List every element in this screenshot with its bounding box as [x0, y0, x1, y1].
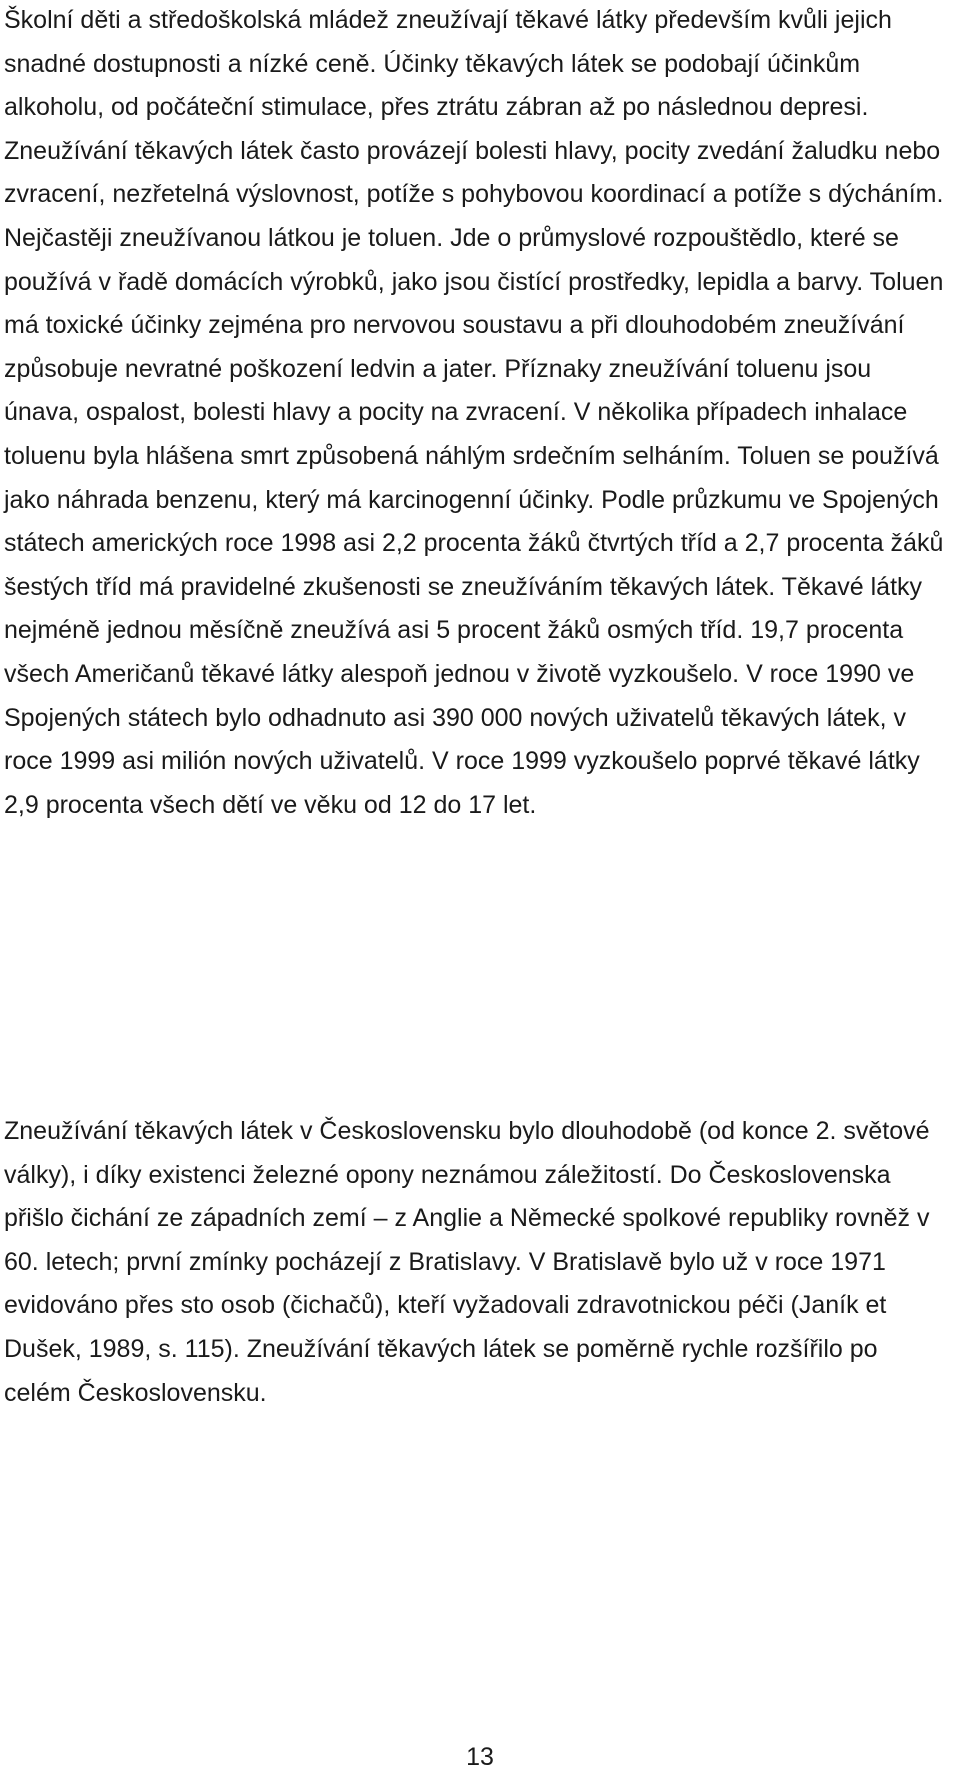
body-paragraph-1: Školní děti a středoškolská mládež zneužívají těkavé látky především kvůli jejich snadné dostupnosti a nízké ceně. Účinky těkavých látek se podobají účinkům alkoholu, od počáteční stimulace, přes ztrátu zábran až po následnou depresi. Zneužívání těkavých látek často provázejí bolesti hlavy, pocity zvedání žaludku nebo zvracení, nezřetelná výslovnost, potíže s pohybovou koordinací a potíže s dýcháním. Nejčastěji zneužívanou látkou je toluen. Jde o průmyslové rozpouštědlo, které se používá v řadě domácích výrobků, jako jsou čistící prostředky, lepidla a barvy. Toluen má toxické účinky zejména pro nervovou soustavu a při dlouhodobém zneužívání způsobuje nevratné poškození ledvin a jater. Příznaky zneužívání toluenu jsou únava, ospalost, bolesti hlavy a pocity na zvracení. V několika případech inhalace toluenu byla hlášena smrt způsobená náhlým srdečním selháním. Toluen se používá jako náhrada benzenu, který má karcinogenní účinky. Podle průzkumu ve Spojených státech amerických roce 1998 asi 2,2 procenta žáků čtvrtých tříd a 2,7 procenta žáků šestých tříd má pravidelné zkušenosti se zneužíváním těkavých látek. Těkavé látky nejméně jednou měsíčně zneužívá asi 5 procent žáků osmých tříd. 19,7 procenta všech Američanů těkavé látky alespoň jednou v životě vyzkoušelo. V roce 1990 ve Spojených státech bylo odhadnuto asi 390 000 nových uživatelů těkavých látek, v roce 1999 asi milión nových uživatelů. V roce 1999 vyzkoušelo poprvé těkavé látky 2,9 procenta všech dětí ve věku od 12 do 17 let. — [4, 6, 944, 819]
page-number: 13 — [466, 1743, 494, 1771]
body-paragraph-2: Zneužívání těkavých látek v Československu bylo dlouhodobě (od konce 2. světové války), i díky existenci železné opony neznámou záležitostí. Do Československa přišlo čichání ze západních zemí – z Anglie a Německé spolkové republiky rovněž v 60. letech; první zmínky pocházejí z Bratislavy. V Bratislavě bylo už v roce 1971 evidováno přes sto osob (čichačů), kteří vyžadovali zdravotnickou péči (Janík et Dušek, 1989, s. 115). Zneužívání těkavých látek se poměrně rychle rozšířilo po celém Československu. — [4, 1117, 930, 1407]
